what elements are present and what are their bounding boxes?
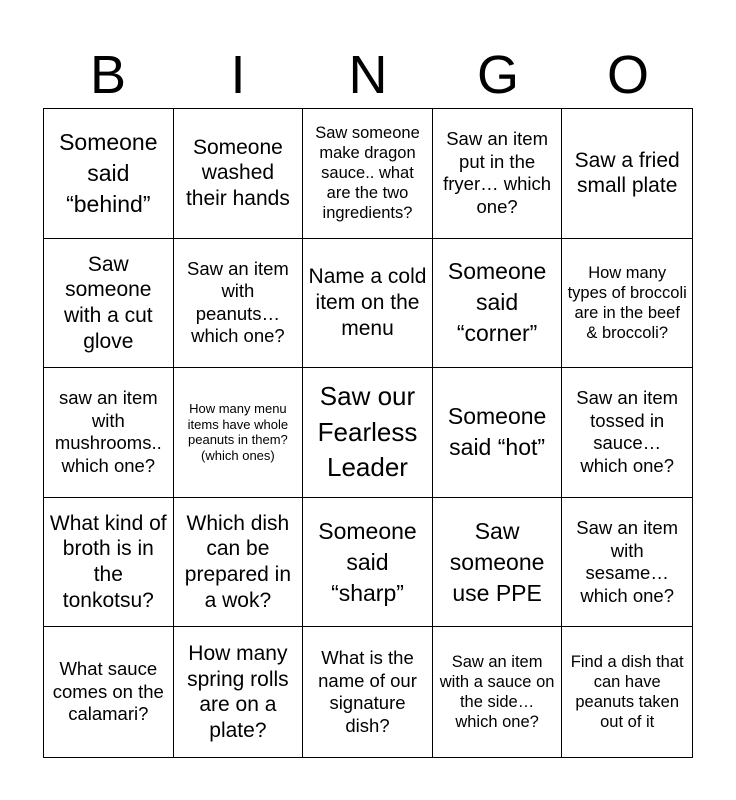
header-letter-b: B: [89, 45, 127, 105]
bingo-cell[interactable]: Saw an item put in the fryer… which one?: [433, 109, 563, 239]
bingo-cell[interactable]: Saw someone with a cut glove: [44, 239, 174, 369]
bingo-cell[interactable]: Someone said “sharp”: [303, 498, 433, 628]
bingo-cell[interactable]: Saw an item with a sauce on the side… which one?: [433, 627, 563, 757]
bingo-cell[interactable]: Someone said “behind”: [44, 109, 174, 239]
bingo-cell[interactable]: How many types of broccoli are in the beef & broccoli?: [562, 239, 692, 369]
bingo-cell[interactable]: What sauce comes on the calamari?: [44, 627, 174, 757]
bingo-cell[interactable]: Which dish can be prepared in a wok?: [174, 498, 304, 628]
bingo-cell[interactable]: Find a dish that can have peanuts taken out of it: [570, 652, 684, 732]
bingo-cell[interactable]: Saw someone make dragon sauce.. what are the two ingredients?: [303, 109, 433, 239]
bingo-cell[interactable]: Name a cold item on the menu: [303, 239, 433, 369]
bingo-board: [43, 108, 693, 758]
bingo-cell[interactable]: Someone said “hot”: [433, 368, 563, 498]
header-letter-n: N: [348, 45, 388, 105]
bingo-cell[interactable]: Someone washed their hands: [174, 109, 304, 239]
bingo-cell[interactable]: What is the name of our signature dish?: [303, 627, 433, 757]
bingo-cell[interactable]: Saw an item with peanuts… which one?: [174, 239, 304, 369]
bingo-cell[interactable]: How many spring rolls are on a plate?: [174, 627, 304, 757]
bingo-cell[interactable]: What kind of broth is in the tonkotsu?: [44, 498, 174, 628]
bingo-cell[interactable]: Saw a fried small plate: [562, 109, 692, 239]
header-letter-i: I: [230, 45, 246, 105]
bingo-cell[interactable]: How many menu items have whole peanuts in them? (which ones): [174, 368, 304, 498]
bingo-cell[interactable]: Saw someone use PPE: [433, 498, 563, 628]
bingo-cell[interactable]: Saw our Fearless Leader: [303, 368, 433, 498]
bingo-cell[interactable]: Saw an item tossed in sauce… which one?: [562, 368, 692, 498]
bingo-cell[interactable]: saw an item with mushrooms.. which one?: [44, 368, 174, 498]
bingo-cell[interactable]: Saw an item with sesame… which one?: [562, 498, 692, 628]
header-letter-o: O: [606, 45, 649, 105]
header-letter-g: G: [476, 45, 519, 105]
bingo-cell[interactable]: Someone said “corner”: [433, 239, 563, 369]
bingo-header: [43, 42, 693, 108]
